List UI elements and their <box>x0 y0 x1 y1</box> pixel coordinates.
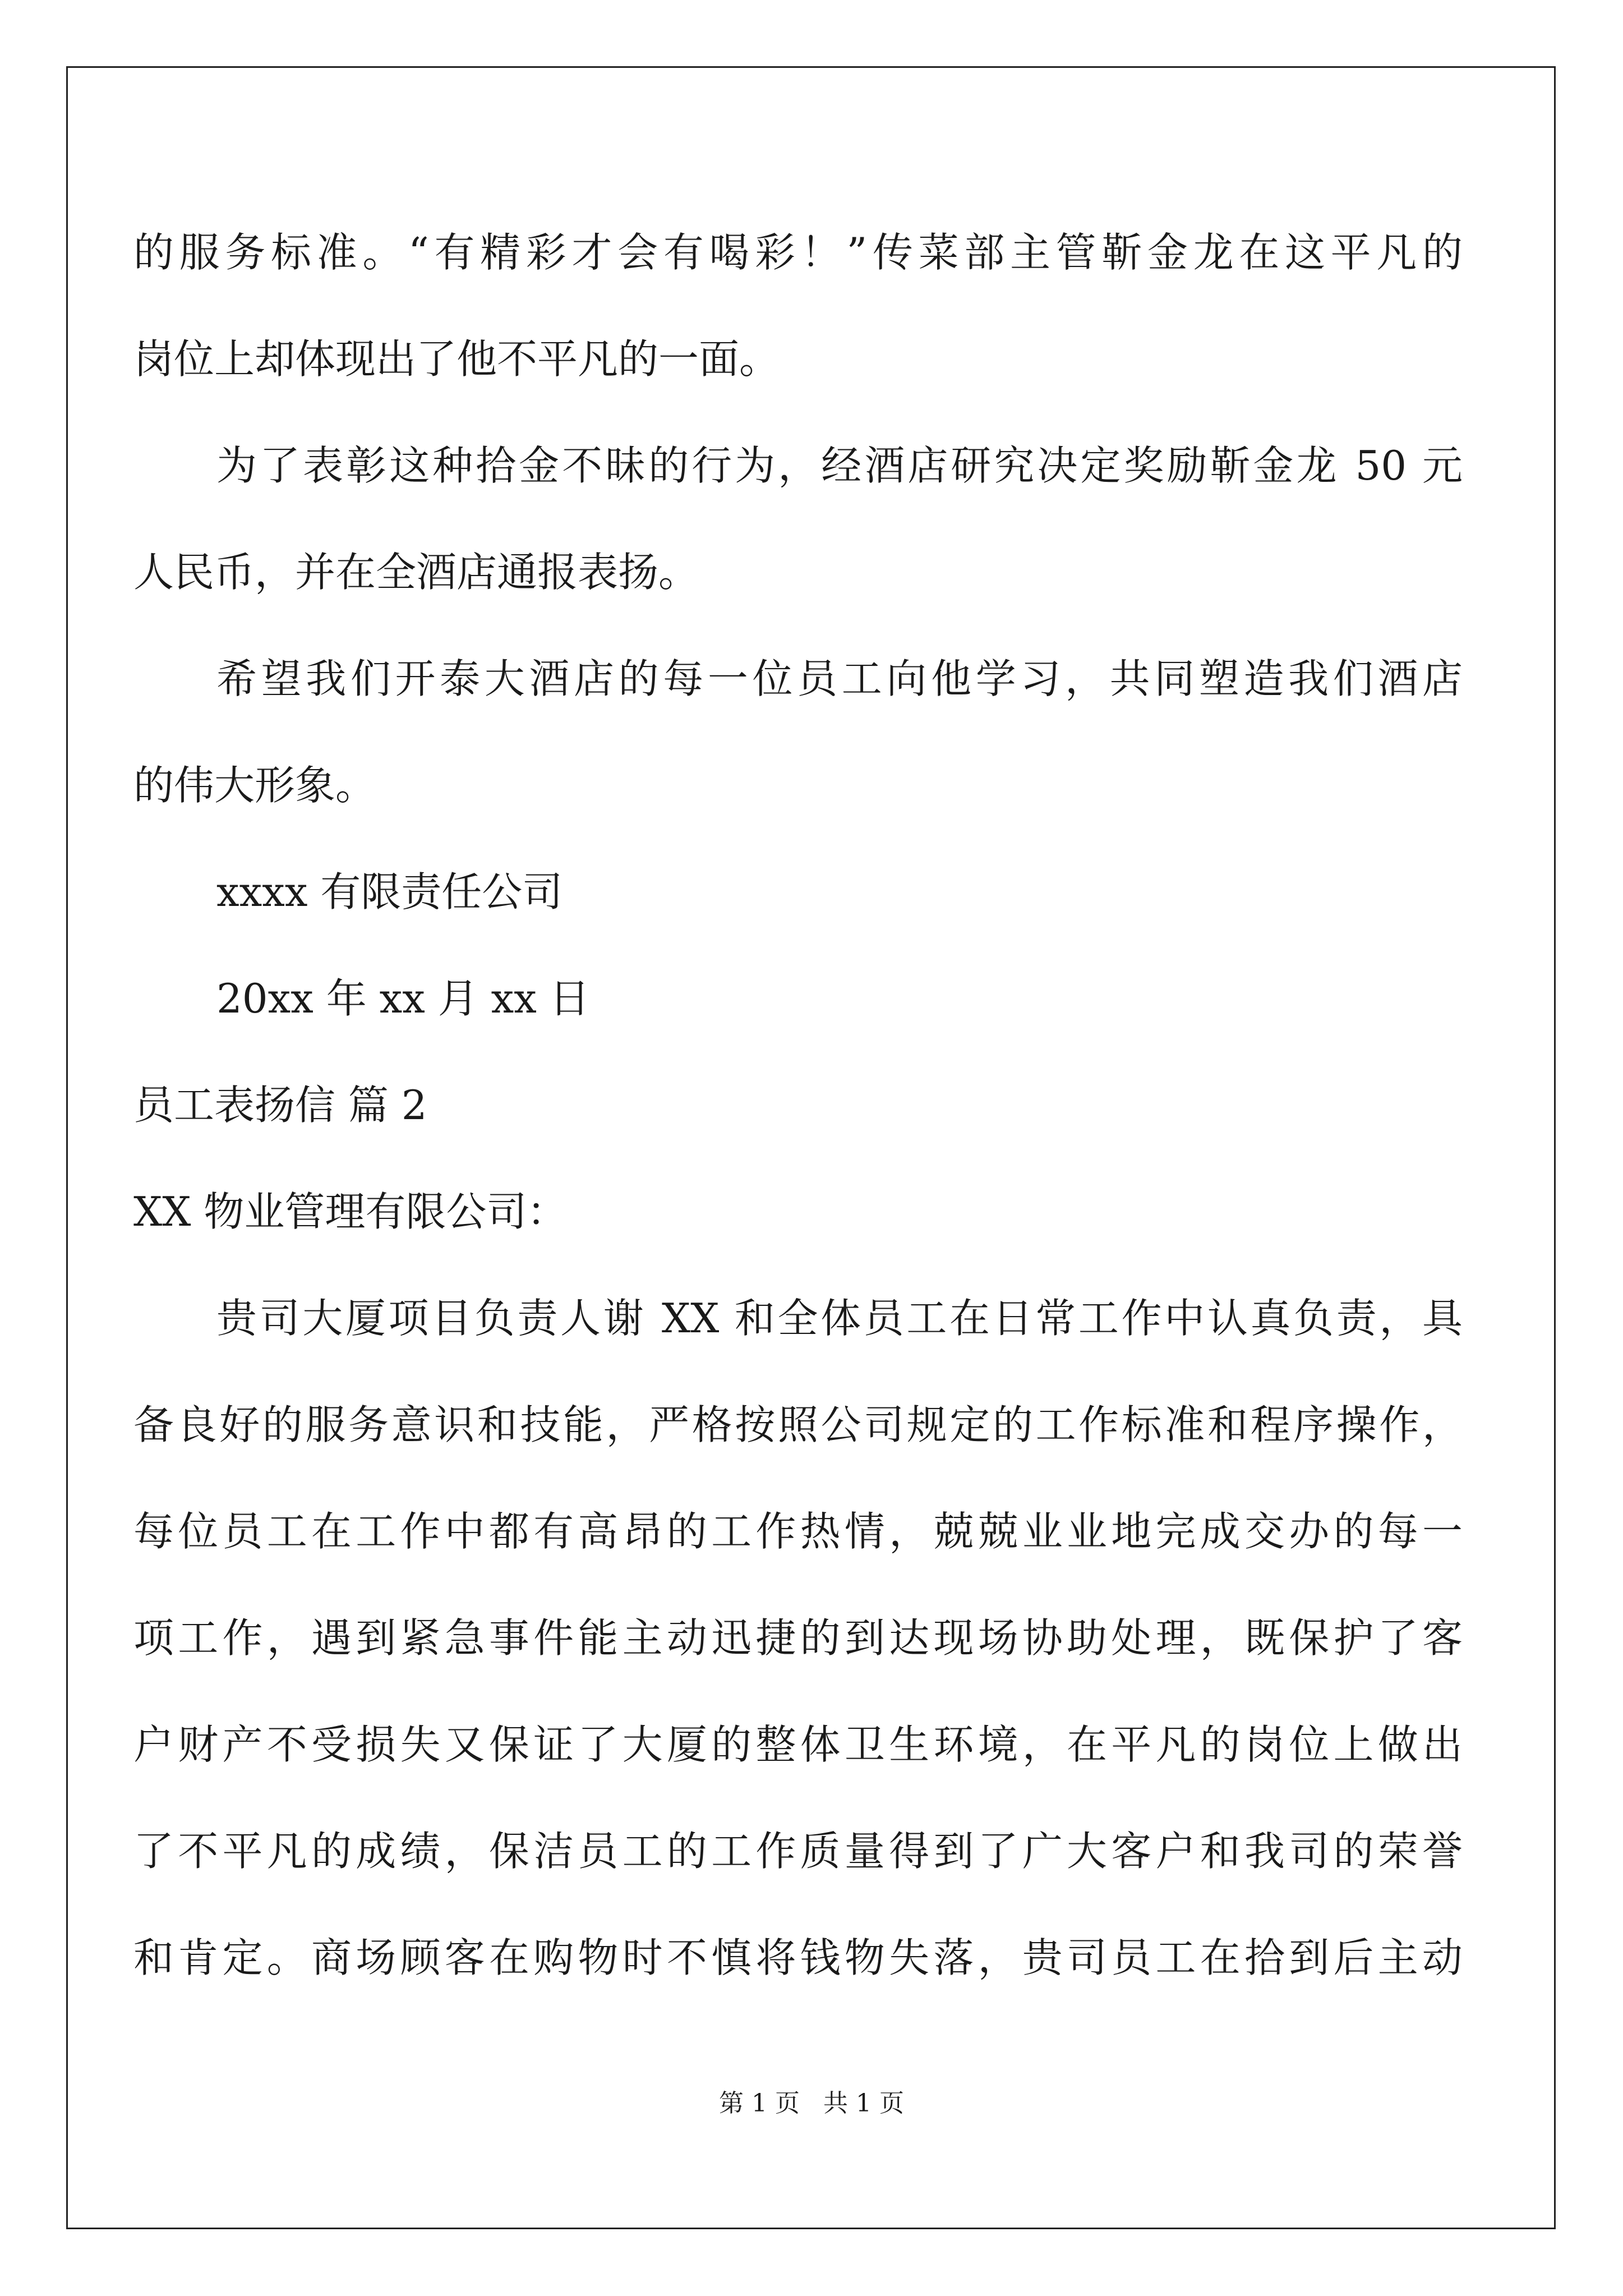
page-total: 共 1 页 <box>823 2089 904 2118</box>
text-line: 备良好的服务意识和技能，严格按照公司规定的工作标准和程序操作， <box>133 1401 1463 1448</box>
page-number: 第 1 页 <box>719 2089 800 2118</box>
text-line: 为了表彰这种拾金不昧的行为，经酒店研究决定奖励靳金龙 50 元 <box>216 442 1463 489</box>
text-line: 的伟大形象。 <box>133 762 376 809</box>
text-line: 贵司大厦项目负责人谢 XX 和全体员工在日常工作中认真负责，具 <box>216 1295 1463 1342</box>
text-line: 和肯定。商场顾客在购物时不慎将钱物失落，贵司员工在拾到后主动 <box>133 1934 1463 1981</box>
text-line: 户财产不受损失又保证了大厦的整体卫生环境，在平凡的岗位上做出 <box>133 1721 1463 1768</box>
text-line: 希望我们开泰大酒店的每一位员工向他学习，共同塑造我们酒店 <box>216 655 1463 702</box>
date-line: 20xx 年 xx 月 xx 日 <box>216 975 590 1022</box>
text-line: 的服务标准。“有精彩才会有喝彩！”传菜部主管靳金龙在这平凡的 <box>133 229 1463 276</box>
section-title: 员工表扬信 篇 2 <box>133 1082 427 1129</box>
text-line: 项工作，遇到紧急事件能主动迅捷的到达现场协助处理，既保护了客 <box>133 1614 1463 1662</box>
page-footer <box>0 2087 1623 2120</box>
company-name: xxxx 有限责任公司 <box>216 868 563 915</box>
salutation: XX 物业管理有限公司： <box>133 1188 568 1235</box>
text-line: 每位员工在工作中都有高昂的工作热情，兢兢业业地完成交办的每一 <box>133 1508 1463 1555</box>
text-line: 了不平凡的成绩，保洁员工的工作质量得到了广大客户和我司的荣誉 <box>133 1828 1463 1875</box>
text-line: 人民币，并在全酒店通报表扬。 <box>133 549 699 596</box>
text-line: 岗位上却体现出了他不平凡的一面。 <box>133 335 780 383</box>
